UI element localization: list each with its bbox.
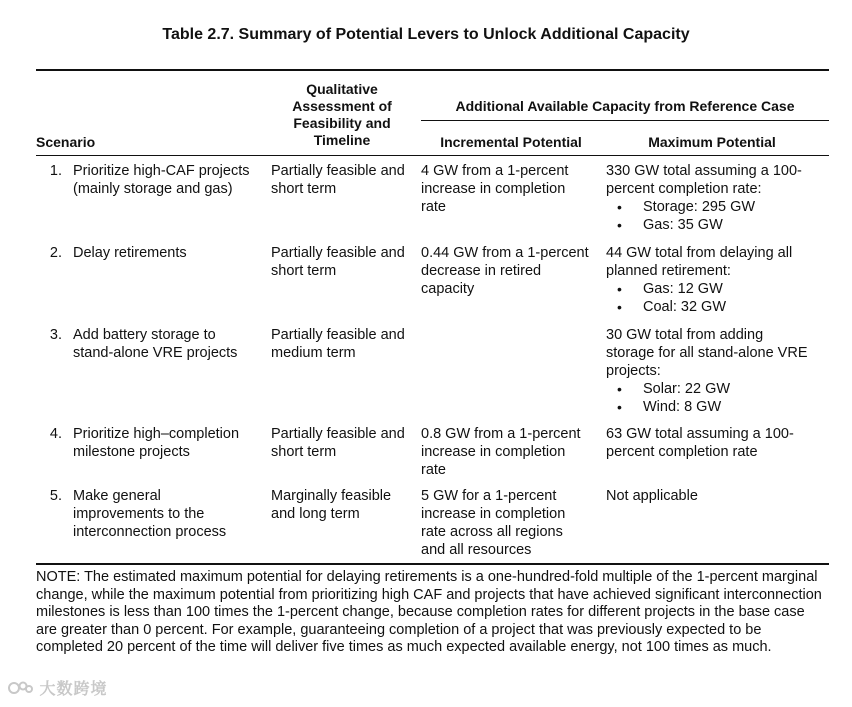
group-underline — [421, 120, 829, 121]
bullet-item: • Coal: 32 GW — [643, 298, 828, 316]
feasibility-cell: Partially feasible and short term — [271, 163, 405, 197]
bullet-item: • Gas: 12 GW — [643, 280, 828, 298]
watermark — [8, 676, 107, 699]
watermark-logo-icon — [8, 680, 34, 696]
incremental-cell: 5 GW for a 1-percent increase in completion rate across all regions and all resources — [421, 488, 566, 558]
incremental-cell: 4 GW from a 1-percent increase in completion rate — [421, 163, 569, 215]
header-incremental: Incremental Potential — [440, 134, 582, 150]
maximum-cell: 44 GW total from delaying all planned retirement: • Gas: 12 GW • Coal: 32 GW — [606, 244, 828, 316]
scenario-cell: Prioritize high-CAF projects (mainly storage and gas) — [73, 163, 250, 197]
incremental-cell: 0.8 GW from a 1-percent increase in completion rate — [421, 426, 581, 478]
feasibility-cell: Partially feasible and short term — [271, 426, 405, 460]
watermark-text: 大数跨境 — [39, 681, 108, 698]
scenario-cell: Make general improvements to the interconnection process — [73, 488, 227, 540]
row-number: 2. — [49, 245, 62, 261]
bullet-item: • Gas: 35 GW — [643, 216, 828, 234]
scenario-cell: Delay retirements — [73, 245, 187, 261]
scenario-cell: Prioritize high–completion milestone projects — [73, 426, 240, 460]
row-number: 3. — [49, 327, 62, 343]
bullet-item: • Solar: 22 GW — [643, 380, 828, 398]
bottom-rule — [36, 563, 829, 565]
header-maximum: Maximum Potential — [648, 134, 776, 150]
header-scenario: Scenario — [36, 134, 96, 150]
header-group: Additional Available Capacity from Reference Case — [455, 98, 795, 114]
top-rule — [36, 69, 829, 71]
maximum-cell: 330 GW total assuming a 100- percent completion rate: • Storage: 295 GW • Gas: 35 GW — [606, 162, 828, 234]
incremental-cell: 0.44 GW from a 1-percent decrease in retired capacity — [421, 245, 589, 297]
header-qualitative: Qualitative Assessment of Feasibility and Timeline — [292, 81, 392, 148]
header-rule — [36, 155, 829, 156]
scenario-cell: Add battery storage to stand-alone VRE projects — [73, 327, 238, 361]
row-number: 4. — [49, 426, 62, 442]
feasibility-cell: Marginally feasible and long term — [271, 488, 392, 522]
maximum-cell: 63 GW total assuming a 100- percent completion rate — [606, 426, 794, 460]
feasibility-cell: Partially feasible and medium term — [271, 327, 405, 361]
row-number: 5. — [49, 488, 62, 504]
feasibility-cell: Partially feasible and short term — [271, 245, 405, 279]
bullet-item: • Wind: 8 GW — [643, 398, 828, 416]
table-title: Table 2.7. Summary of Potential Levers to Unlock Additional Capacity — [162, 26, 690, 43]
maximum-cell: 30 GW total from adding storage for all stand-alone VRE projects: • Solar: 22 GW • Wind: 8 GW — [606, 326, 828, 416]
bullet-item: • Storage: 295 GW — [643, 198, 828, 216]
table-note: NOTE: The estimated maximum potential for delaying retirements is a one-hundred-fold multiple of the 1-percent marginal change, while the maximum potential from prioritizing high CAF and projects that have achieved significant interconnection milestones is less than 100 times the 1-percent change, because completion rates for different projects in the base case are greater than 0 percent. For example, guaranteeing completion of a project that was previously expected to be completed 20 percent of the time will deliver five times as much expected available energy, not 100 times as much. — [36, 569, 822, 655]
maximum-cell: Not applicable — [606, 488, 698, 504]
row-number: 1. — [49, 163, 62, 179]
